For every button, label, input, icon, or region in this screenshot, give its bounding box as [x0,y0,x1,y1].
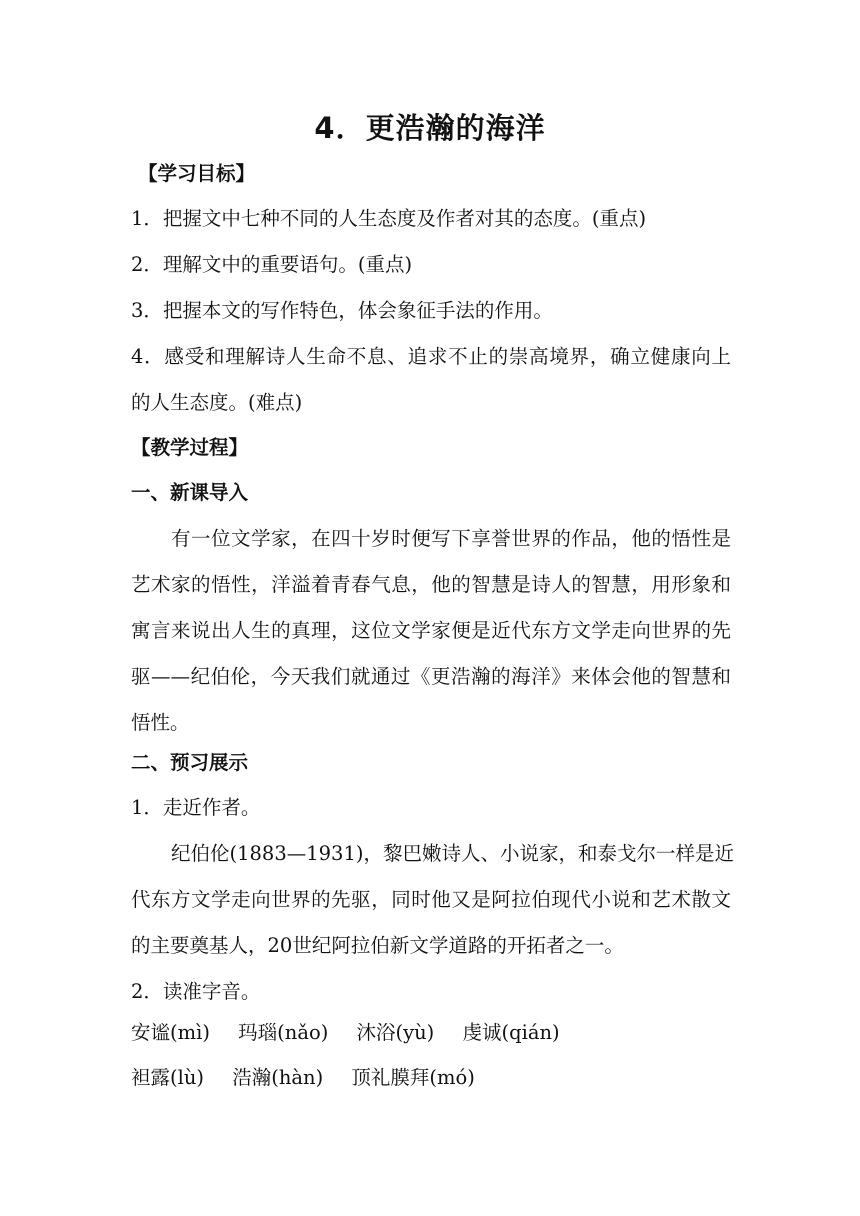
author-paragraph-line-2: 代东方文学走向世界的先驱，同时他又是阿拉伯现代小说和艺术散文 [131,888,731,911]
intro-paragraph-line-1: 有一位文学家，在四十岁时便写下享誉世界的作品，他的悟性是 [171,527,731,550]
goal-item-1: 1．把握文中七种不同的人生态度及作者对其的态度。(重点) [131,207,647,230]
goal-item-4: 4．感受和理解诗人生命不息、追求不止的崇高境界，确立健康向上 [131,345,731,368]
pinyin-word: 顶礼膜拜(mó) [351,1066,475,1089]
goal-item-4-continued: 的人生态度。(难点) [131,391,303,414]
author-paragraph-line-1: 纪伯伦(1883—1931)，黎巴嫩诗人、小说家，和泰戈尔一样是近 [171,842,734,865]
pinyin-row-1 [131,1019,731,1047]
pinyin-word: 袒露(lù) [131,1066,205,1089]
intro-paragraph-line-3: 寓言来说出人生的真理，这位文学家便是近代东方文学走向世界的先 [131,619,731,642]
section-heading-intro: 一、新课导入 [131,481,249,504]
pinyin-word: 安谧(mì) [131,1021,210,1044]
intro-paragraph-line-2: 艺术家的悟性，洋溢着青春气息，他的智慧是诗人的智慧，用形象和 [131,573,731,596]
pinyin-word: 沐浴(yù) [356,1021,435,1044]
pinyin-word: 玛瑙(nǎo) [238,1021,329,1044]
goal-item-2: 2．理解文中的重要语句。(重点) [131,253,413,276]
preview-item-1: 1．走近作者。 [131,796,261,819]
preview-item-2: 2．读准字音。 [131,980,261,1003]
pinyin-row-2 [131,1064,731,1092]
intro-paragraph-line-5: 悟性。 [131,711,190,734]
page-title: 4．更浩瀚的海洋 [314,111,546,145]
section-heading-preview: 二、预习展示 [131,751,249,774]
intro-paragraph-line-4: 驱——纪伯伦，今天我们就通过《更浩瀚的海洋》来体会他的智慧和 [131,665,731,688]
goal-item-3: 3．把握本文的写作特色，体会象征手法的作用。 [131,299,553,322]
pinyin-word: 虔诚(qián) [462,1021,560,1044]
process-heading: 【教学过程】 [131,436,249,459]
author-paragraph-line-3: 的主要奠基人，20世纪阿拉伯新文学道路的开拓者之一。 [131,934,624,957]
goals-heading: 【学习目标】 [138,162,256,185]
pinyin-word: 浩瀚(hàn) [232,1066,324,1089]
